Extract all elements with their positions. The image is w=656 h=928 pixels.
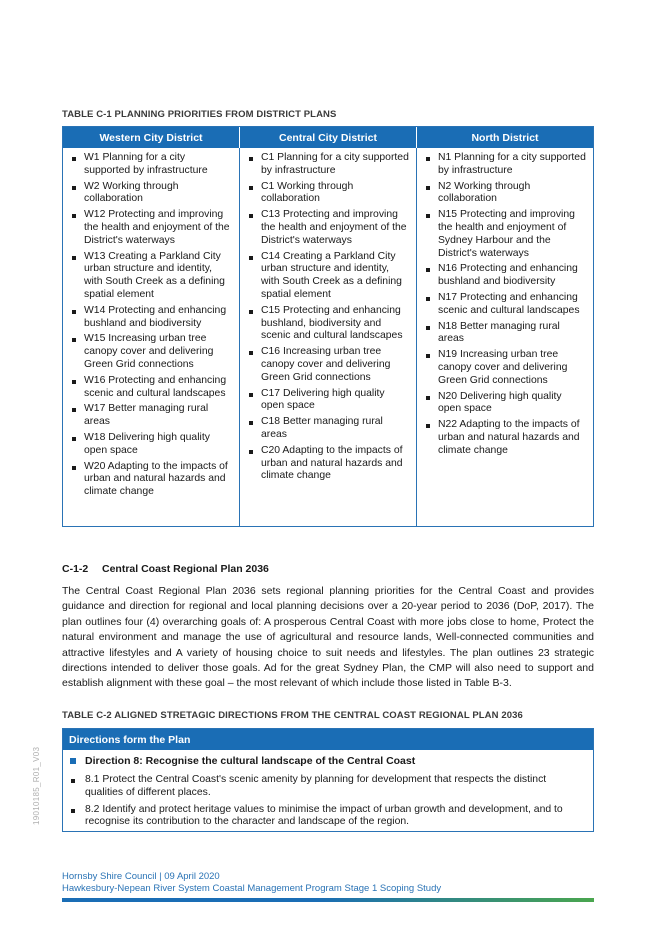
list-item: W20 Adapting to the impacts of urban and natural hazards and climate change (69, 461, 233, 499)
list-item: N18 Better managing rural areas (423, 321, 587, 347)
column-north-district (416, 148, 593, 526)
list-item: W2 Working through collaboration (69, 181, 233, 207)
list-item: N1 Planning for a city supported by infrastructure (423, 152, 587, 178)
list-item: N15 Protecting and improving the health and enjoyment of Sydney Harbour and the District's waterways (423, 209, 587, 260)
section-title: Central Coast Regional Plan 2036 (102, 563, 269, 575)
list-item: N22 Adapting to the impacts of urban and natural hazards and climate change (423, 419, 587, 457)
list-item: 8.2 Identify and protect heritage values to minimise the impact of urban growth and development, and to recognise its contribution to the character and landscape of the region. (63, 804, 593, 830)
list-item: N17 Protecting and enhancing scenic and cultural landscapes (423, 292, 587, 318)
list-item: N20 Delivering high quality open space (423, 391, 587, 417)
list-item: C1 Planning for a city supported by infrastructure (246, 152, 410, 178)
footer-line-1: Hornsby Shire Council | 09 April 2020 (62, 871, 220, 882)
list-item: 8.1 Protect the Central Coast's scenic amenity by planning for development that respects the distinct qualities of different places. (63, 774, 593, 800)
list-item: C20 Adapting to the impacts of urban and natural hazards and climate change (246, 445, 410, 483)
section-paragraph: The Central Coast Regional Plan 2036 sets regional planning priorities for the Central Coast and provides guidance and direction for regional and local planning decisions over a 20-year period to 2036 (DoP, 2017). The plan outlines four (4) overarching goals of: A prosperous Central Coast with more jobs close to home, Protect the natural environment and manage the use of agricultural and resource lands, Well-connected communities and attractive lifestyles and A variety of housing choice to suit needs and lifestyles. The plan outlines 23 strategic directions intended to deliver those goals. Ad for the great Sydney Plan, the CMP will also need to support and establish alignment with these goal – the most relevant of which include those listed in Table B-3. (62, 585, 594, 690)
header-western-city: Western City District (99, 131, 203, 144)
footer-line-2: Hawkesbury-Nepean River System Coastal Management Program Stage 1 Scoping Study (62, 883, 442, 894)
column-western-city (63, 148, 239, 526)
list-item: W12 Protecting and improving the health and enjoyment of the District's waterways (69, 209, 233, 247)
section-number: C-1-2 (62, 563, 89, 575)
list-item: C13 Protecting and improving the health and enjoyment of the District's waterways (246, 209, 410, 247)
list-item: N16 Protecting and enhancing bushland and biodiversity (423, 263, 587, 289)
planning-priorities-table (62, 126, 594, 527)
list-item: W14 Protecting and enhancing bushland and biodiversity (69, 305, 233, 331)
list-item: C18 Better managing rural areas (246, 416, 410, 442)
section-heading (62, 563, 269, 575)
table-header: Directions form the Plan (63, 729, 593, 750)
table-c2-caption: TABLE C-2 ALIGNED STRETAGIC DIRECTIONS FROM THE CENTRAL COAST REGIONAL PLAN 2036 (62, 710, 523, 721)
page-footer (62, 871, 441, 895)
list-item: C15 Protecting and enhancing bushland, biodiversity and scenic and cultural landscapes (246, 305, 410, 343)
footer-color-bar (62, 898, 594, 902)
list-item: C16 Increasing urban tree canopy cover and delivering Green Grid connections (246, 346, 410, 384)
list-item: W16 Protecting and enhancing scenic and cultural landscapes (69, 375, 233, 401)
list-item: N2 Working through collaboration (423, 181, 587, 207)
list-item: C17 Delivering high quality open space (246, 388, 410, 414)
list-item: C1 Working through collaboration (246, 181, 410, 207)
table-header-row (63, 127, 593, 148)
document-code: 19010185_R01_V03 (32, 746, 41, 825)
strategic-directions-table (62, 728, 594, 832)
list-item: W18 Delivering high quality open space (69, 432, 233, 458)
table-c1-caption: TABLE C-1 PLANNING PRIORITIES FROM DISTRICT PLANS (62, 109, 337, 120)
header-north-district: North District (416, 127, 593, 148)
column-central-city (239, 148, 416, 526)
list-item: W15 Increasing urban tree canopy cover and delivering Green Grid connections (69, 333, 233, 371)
list-item: W1 Planning for a city supported by infrastructure (69, 152, 233, 178)
list-item: W13 Creating a Parkland City urban structure and identity, with South Creek as a defining spatial element (69, 251, 233, 302)
header-central-city: Central City District (239, 127, 416, 148)
list-item: N19 Increasing urban tree canopy cover and delivering Green Grid connections (423, 349, 587, 387)
direction-heading: Direction 8: Recognise the cultural landscape of the Central Coast (63, 755, 593, 768)
list-item: C14 Creating a Parkland City urban structure and identity, with South Creek as a defining spatial element (246, 251, 410, 302)
list-item: W17 Better managing rural areas (69, 403, 233, 429)
